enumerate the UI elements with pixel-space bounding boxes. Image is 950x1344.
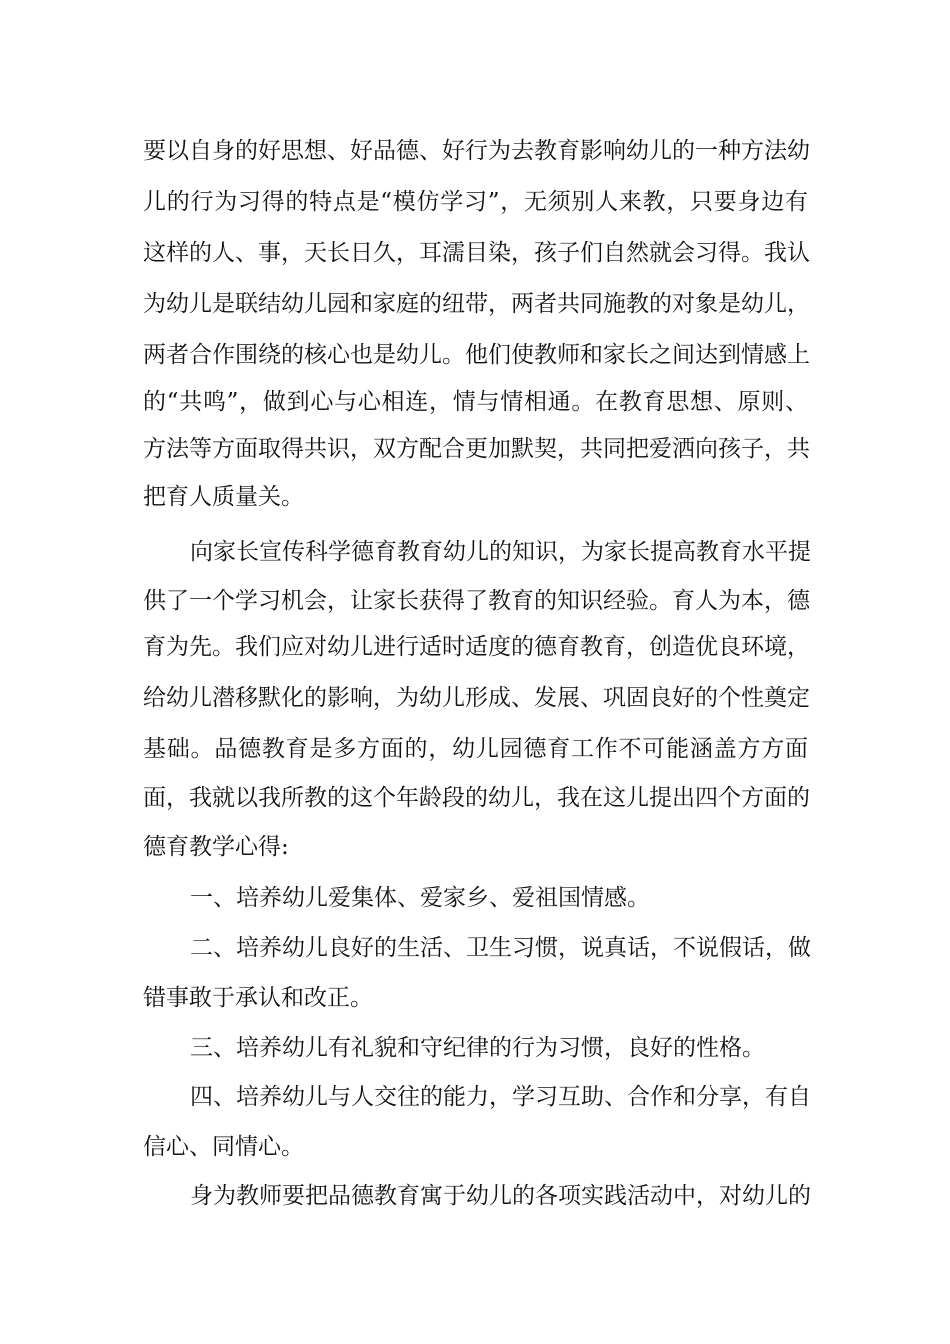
text-line: 面，我就以我所教的这个年龄段的幼儿，我在这儿提出四个方面的 (143, 785, 810, 811)
text-line: 错事敢于承认和改正。 (143, 985, 373, 1011)
text-line: 为幼儿是联结幼儿园和家庭的纽带，两者共同施教的对象是幼儿， (143, 291, 810, 317)
text-line: 给幼儿潜移默化的影响，为幼儿形成、发展、巩固良好的个性奠定 (143, 685, 810, 711)
paragraph-first-line: 身为教师要把品德教育寓于幼儿的各项实践活动中，对幼儿的 (190, 1183, 811, 1209)
text-line: 两者合作围绕的核心也是幼儿。他们使教师和家长之间达到情感上 (143, 342, 810, 368)
text-line: 育为先。我们应对幼儿进行适时适度的德育教育，创造优良环境， (143, 634, 810, 660)
text-line: 信心、同情心。 (143, 1134, 304, 1160)
list-item: 三、培养幼儿有礼貌和守纪律的行为习惯，良好的性格。 (190, 1035, 765, 1061)
text-line: 供了一个学习机会，让家长获得了教育的知识经验。育人为本，德 (143, 588, 810, 614)
text-line: 这样的人、事，天长日久，耳濡目染，孩子们自然就会习得。我认 (143, 240, 810, 266)
text-line: 儿的行为习得的特点是“模仿学习”，无须别人来教，只要身边有 (143, 189, 808, 215)
text-line: 方法等方面取得共识，双方配合更加默契，共同把爱洒向孩子，共 (143, 436, 810, 462)
text-line: 基础。品德教育是多方面的，幼儿园德育工作不可能涵盖方方面 (143, 736, 808, 762)
text-line: 要以自身的好思想、好品德、好行为去教育影响幼儿的一种方法幼 (143, 138, 810, 164)
list-item: 四、培养幼儿与人交往的能力，学习互助、合作和分享，有自 (190, 1084, 811, 1110)
text-line: 德育教学心得: (143, 834, 289, 860)
paragraph-first-line: 向家长宣传科学德育教育幼儿的知识，为家长提高教育水平提 (190, 539, 811, 565)
list-item: 二、培养幼儿良好的生活、卫生习惯，说真话，不说假话，做 (190, 935, 811, 961)
text-line: 的“共鸣”，做到心与心相连，情与情相通。在教育思想、原则、 (143, 389, 808, 415)
text-line: 把育人质量关。 (143, 484, 304, 510)
list-item: 一、培养幼儿爱集体、爱家乡、爱祖国情感。 (190, 885, 650, 911)
